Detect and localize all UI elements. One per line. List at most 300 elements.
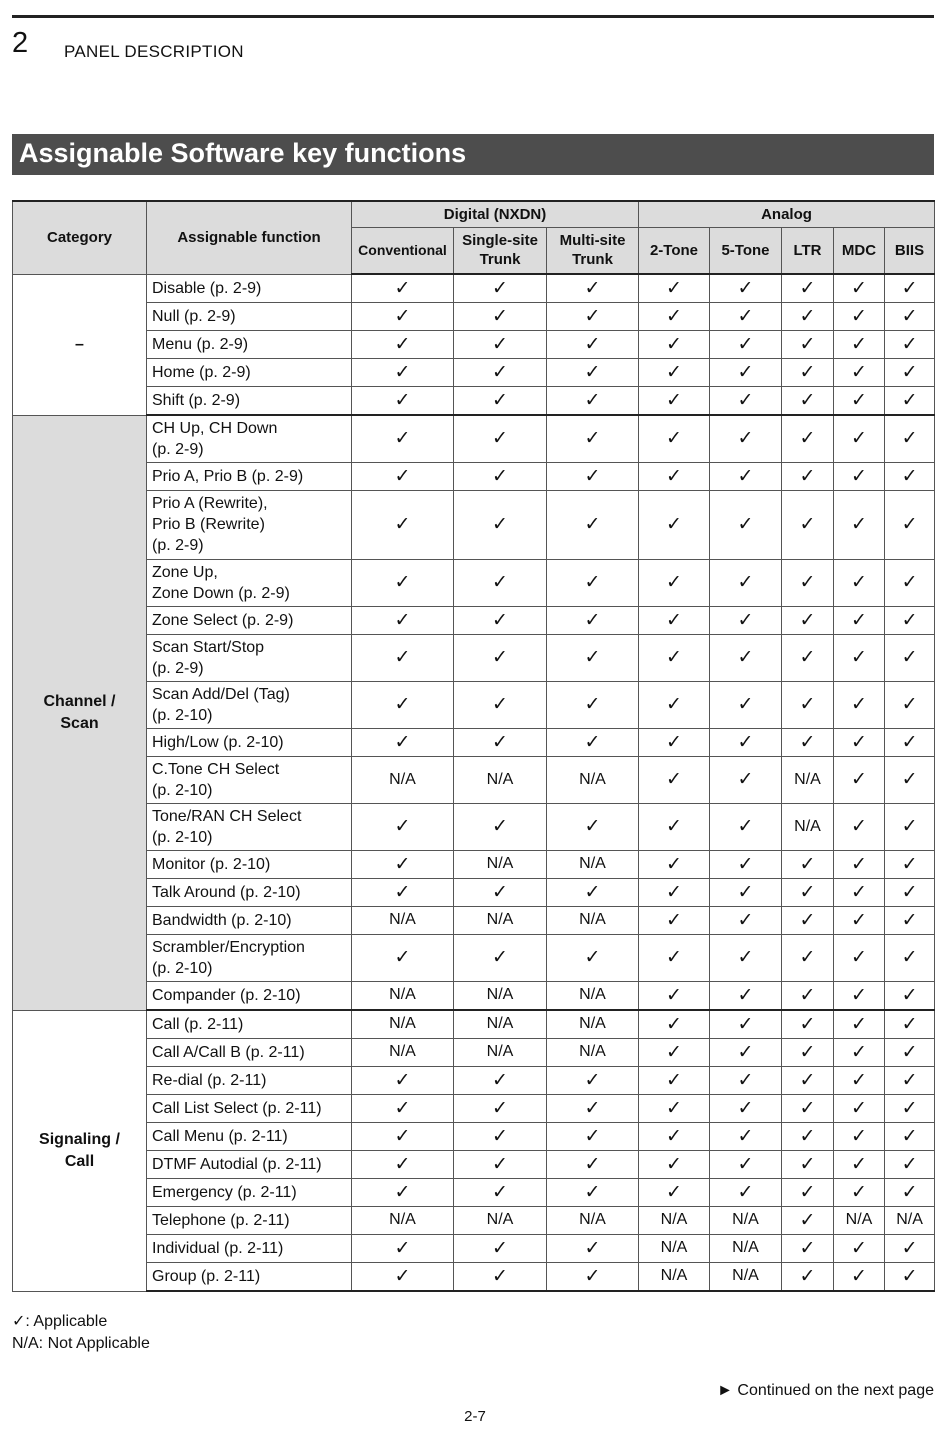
applicable-check: ✓ xyxy=(639,386,710,415)
table-row xyxy=(13,1066,935,1094)
applicable-check: ✓ xyxy=(710,330,782,358)
category-cell: Channel / Scan xyxy=(13,415,147,1010)
table-row xyxy=(13,1094,935,1122)
table-row xyxy=(13,681,935,728)
function-cell: Monitor (p. 2-10) xyxy=(147,850,352,878)
applicable-check: ✓ xyxy=(352,1066,454,1094)
applicable-check: ✓ xyxy=(834,330,885,358)
applicable-check: ✓ xyxy=(352,302,454,330)
function-cell: Call A/Call B (p. 2-11) xyxy=(147,1038,352,1066)
function-cell: Call Menu (p. 2-11) xyxy=(147,1122,352,1150)
applicable-check: ✓ xyxy=(782,1094,834,1122)
applicable-check: ✓ xyxy=(352,1094,454,1122)
applicable-check: ✓ xyxy=(885,906,935,934)
applicable-check: ✓ xyxy=(639,1150,710,1178)
applicable-check: ✓ xyxy=(710,1150,782,1178)
applicable-check: ✓ xyxy=(454,490,547,559)
applicable-check: ✓ xyxy=(710,878,782,906)
applicable-check: ✓ xyxy=(547,1122,639,1150)
table-row xyxy=(13,274,935,302)
function-cell: Zone Select (p. 2-9) xyxy=(147,606,352,634)
applicable-check: ✓ xyxy=(885,302,935,330)
applicable-check: ✓ xyxy=(834,728,885,756)
applicable-check: ✓ xyxy=(782,302,834,330)
function-cell: Home (p. 2-9) xyxy=(147,358,352,386)
applicable-check: ✓ xyxy=(454,606,547,634)
function-cell: Scan Start/Stop (p. 2-9) xyxy=(147,634,352,681)
category-cell: – xyxy=(13,274,147,415)
function-cell: Prio A (Rewrite), Prio B (Rewrite) (p. 2-9) xyxy=(147,490,352,559)
not-applicable-cell: N/A xyxy=(547,1010,639,1038)
not-applicable-cell: N/A xyxy=(454,906,547,934)
applicable-check: ✓ xyxy=(710,906,782,934)
applicable-check: ✓ xyxy=(782,728,834,756)
applicable-check: ✓ xyxy=(454,330,547,358)
not-applicable-cell: N/A xyxy=(710,1206,782,1234)
header-multi-site-trunk: Multi-site Trunk xyxy=(547,227,639,274)
applicable-check: ✓ xyxy=(454,302,547,330)
applicable-check: ✓ xyxy=(639,1010,710,1038)
applicable-check: ✓ xyxy=(710,728,782,756)
applicable-check: ✓ xyxy=(352,803,454,850)
applicable-check: ✓ xyxy=(885,274,935,302)
applicable-check: ✓ xyxy=(352,415,454,462)
applicable-check: ✓ xyxy=(782,1178,834,1206)
function-cell: Scan Add/Del (Tag) (p. 2-10) xyxy=(147,681,352,728)
applicable-check: ✓ xyxy=(454,878,547,906)
applicable-check: ✓ xyxy=(782,850,834,878)
applicable-check: ✓ xyxy=(547,1178,639,1206)
applicable-check: ✓ xyxy=(885,386,935,415)
function-cell: Shift (p. 2-9) xyxy=(147,386,352,415)
function-cell: Talk Around (p. 2-10) xyxy=(147,878,352,906)
applicable-check: ✓ xyxy=(639,1122,710,1150)
applicable-check: ✓ xyxy=(547,606,639,634)
applicable-check: ✓ xyxy=(782,274,834,302)
applicable-check: ✓ xyxy=(834,756,885,803)
applicable-check: ✓ xyxy=(454,803,547,850)
applicable-check: ✓ xyxy=(834,1150,885,1178)
applicable-check: ✓ xyxy=(639,1066,710,1094)
applicable-check: ✓ xyxy=(352,330,454,358)
applicable-check: ✓ xyxy=(639,756,710,803)
table-row xyxy=(13,803,935,850)
table-row xyxy=(13,1262,935,1291)
applicable-check: ✓ xyxy=(639,490,710,559)
applicable-check: ✓ xyxy=(710,681,782,728)
applicable-check: ✓ xyxy=(834,1178,885,1206)
not-applicable-cell: N/A xyxy=(454,756,547,803)
not-applicable-cell: N/A xyxy=(547,756,639,803)
function-cell: Group (p. 2-11) xyxy=(147,1262,352,1291)
applicable-check: ✓ xyxy=(834,1038,885,1066)
applicable-check: ✓ xyxy=(782,1122,834,1150)
applicable-check: ✓ xyxy=(454,728,547,756)
applicable-check: ✓ xyxy=(547,559,639,606)
applicable-check: ✓ xyxy=(352,850,454,878)
legend-applicable: ✓: Applicable xyxy=(12,1313,108,1330)
applicable-check: ✓ xyxy=(352,1178,454,1206)
applicable-check: ✓ xyxy=(885,1094,935,1122)
applicable-check: ✓ xyxy=(352,728,454,756)
function-cell: C.Tone CH Select (p. 2-10) xyxy=(147,756,352,803)
applicable-check: ✓ xyxy=(639,1178,710,1206)
applicable-check: ✓ xyxy=(454,274,547,302)
applicable-check: ✓ xyxy=(782,906,834,934)
applicable-check: ✓ xyxy=(454,1178,547,1206)
applicable-check: ✓ xyxy=(834,1262,885,1291)
not-applicable-cell: N/A xyxy=(454,1206,547,1234)
not-applicable-cell: N/A xyxy=(547,1038,639,1066)
function-cell: Zone Up, Zone Down (p. 2-9) xyxy=(147,559,352,606)
applicable-check: ✓ xyxy=(352,559,454,606)
applicable-check: ✓ xyxy=(885,462,935,490)
table-row xyxy=(13,756,935,803)
applicable-check: ✓ xyxy=(639,681,710,728)
applicable-check: ✓ xyxy=(885,606,935,634)
applicable-check: ✓ xyxy=(710,1010,782,1038)
not-applicable-cell: N/A xyxy=(547,981,639,1010)
applicable-check: ✓ xyxy=(639,906,710,934)
applicable-check: ✓ xyxy=(834,606,885,634)
applicable-check: ✓ xyxy=(639,981,710,1010)
table-row xyxy=(13,906,935,934)
applicable-check: ✓ xyxy=(547,681,639,728)
applicable-check: ✓ xyxy=(639,274,710,302)
applicable-check: ✓ xyxy=(885,681,935,728)
applicable-check: ✓ xyxy=(639,358,710,386)
applicable-check: ✓ xyxy=(352,606,454,634)
table-row xyxy=(13,728,935,756)
not-applicable-cell: N/A xyxy=(639,1262,710,1291)
functions-table xyxy=(12,200,935,1292)
applicable-check: ✓ xyxy=(885,756,935,803)
applicable-check: ✓ xyxy=(547,386,639,415)
applicable-check: ✓ xyxy=(782,415,834,462)
applicable-check: ✓ xyxy=(352,1262,454,1291)
applicable-check: ✓ xyxy=(885,1234,935,1262)
applicable-check: ✓ xyxy=(885,415,935,462)
not-applicable-cell: N/A xyxy=(352,981,454,1010)
applicable-check: ✓ xyxy=(710,462,782,490)
applicable-check: ✓ xyxy=(352,681,454,728)
applicable-check: ✓ xyxy=(639,559,710,606)
applicable-check: ✓ xyxy=(710,1122,782,1150)
applicable-check: ✓ xyxy=(639,606,710,634)
header-biis: BIIS xyxy=(885,227,935,274)
applicable-check: ✓ xyxy=(782,1038,834,1066)
applicable-check: ✓ xyxy=(454,1150,547,1178)
function-cell: Telephone (p. 2-11) xyxy=(147,1206,352,1234)
applicable-check: ✓ xyxy=(782,1066,834,1094)
applicable-check: ✓ xyxy=(710,1094,782,1122)
applicable-check: ✓ xyxy=(352,1234,454,1262)
applicable-check: ✓ xyxy=(710,934,782,981)
not-applicable-cell: N/A xyxy=(710,1234,782,1262)
applicable-check: ✓ xyxy=(834,302,885,330)
applicable-check: ✓ xyxy=(547,1066,639,1094)
table-row xyxy=(13,559,935,606)
header-digital-group: Digital (NXDN) xyxy=(352,201,639,227)
applicable-check: ✓ xyxy=(885,1178,935,1206)
applicable-check: ✓ xyxy=(885,490,935,559)
function-cell: Tone/RAN CH Select (p. 2-10) xyxy=(147,803,352,850)
applicable-check: ✓ xyxy=(710,634,782,681)
applicable-check: ✓ xyxy=(547,634,639,681)
table-row xyxy=(13,850,935,878)
applicable-check: ✓ xyxy=(547,803,639,850)
applicable-check: ✓ xyxy=(885,981,935,1010)
function-cell: Disable (p. 2-9) xyxy=(147,274,352,302)
applicable-check: ✓ xyxy=(547,462,639,490)
applicable-check: ✓ xyxy=(454,462,547,490)
applicable-check: ✓ xyxy=(454,1066,547,1094)
chapter-number: 2 xyxy=(12,27,29,59)
applicable-check: ✓ xyxy=(710,358,782,386)
applicable-check: ✓ xyxy=(547,274,639,302)
header-function: Assignable function xyxy=(147,201,352,274)
header-5-tone: 5-Tone xyxy=(710,227,782,274)
function-cell: Individual (p. 2-11) xyxy=(147,1234,352,1262)
applicable-check: ✓ xyxy=(547,415,639,462)
applicable-check: ✓ xyxy=(352,1122,454,1150)
applicable-check: ✓ xyxy=(547,330,639,358)
continued-note: ► Continued on the next page xyxy=(717,1382,934,1399)
applicable-check: ✓ xyxy=(834,1094,885,1122)
applicable-check: ✓ xyxy=(885,850,935,878)
applicable-check: ✓ xyxy=(834,386,885,415)
applicable-check: ✓ xyxy=(782,1206,834,1234)
not-applicable-cell: N/A xyxy=(547,906,639,934)
applicable-check: ✓ xyxy=(782,981,834,1010)
function-cell: Menu (p. 2-9) xyxy=(147,330,352,358)
applicable-check: ✓ xyxy=(782,606,834,634)
table-row xyxy=(13,934,935,981)
function-cell: Prio A, Prio B (p. 2-9) xyxy=(147,462,352,490)
applicable-check: ✓ xyxy=(782,934,834,981)
applicable-check: ✓ xyxy=(782,462,834,490)
applicable-check: ✓ xyxy=(547,1262,639,1291)
applicable-check: ✓ xyxy=(454,386,547,415)
header-conventional: Conventional xyxy=(352,227,454,274)
applicable-check: ✓ xyxy=(639,803,710,850)
table-row xyxy=(13,981,935,1010)
applicable-check: ✓ xyxy=(547,1234,639,1262)
table-row xyxy=(13,1038,935,1066)
applicable-check: ✓ xyxy=(639,1038,710,1066)
not-applicable-cell: N/A xyxy=(454,1038,547,1066)
table-row xyxy=(13,330,935,358)
not-applicable-cell: N/A xyxy=(352,756,454,803)
header-ltr: LTR xyxy=(782,227,834,274)
applicable-check: ✓ xyxy=(834,1010,885,1038)
applicable-check: ✓ xyxy=(352,490,454,559)
function-cell: CH Up, CH Down (p. 2-9) xyxy=(147,415,352,462)
not-applicable-cell: N/A xyxy=(352,1206,454,1234)
not-applicable-cell: N/A xyxy=(454,981,547,1010)
legend-not-applicable: N/A: Not Applicable xyxy=(12,1335,150,1352)
not-applicable-cell: N/A xyxy=(547,1206,639,1234)
header-mdc: MDC xyxy=(834,227,885,274)
function-cell: Emergency (p. 2-11) xyxy=(147,1178,352,1206)
applicable-check: ✓ xyxy=(782,1150,834,1178)
applicable-check: ✓ xyxy=(885,1010,935,1038)
header-2-tone: 2-Tone xyxy=(639,227,710,274)
function-cell: Null (p. 2-9) xyxy=(147,302,352,330)
table-row xyxy=(13,1234,935,1262)
header-single-site-trunk: Single-site Trunk xyxy=(454,227,547,274)
not-applicable-cell: N/A xyxy=(547,850,639,878)
applicable-check: ✓ xyxy=(352,934,454,981)
table-row xyxy=(13,1150,935,1178)
applicable-check: ✓ xyxy=(454,1234,547,1262)
applicable-check: ✓ xyxy=(454,934,547,981)
applicable-check: ✓ xyxy=(454,1094,547,1122)
applicable-check: ✓ xyxy=(547,1150,639,1178)
applicable-check: ✓ xyxy=(834,274,885,302)
function-cell: Re-dial (p. 2-11) xyxy=(147,1066,352,1094)
applicable-check: ✓ xyxy=(547,302,639,330)
applicable-check: ✓ xyxy=(885,358,935,386)
applicable-check: ✓ xyxy=(639,462,710,490)
table-row xyxy=(13,386,935,415)
header-analog-group: Analog xyxy=(639,201,935,227)
applicable-check: ✓ xyxy=(352,386,454,415)
applicable-check: ✓ xyxy=(454,1262,547,1291)
applicable-check: ✓ xyxy=(782,358,834,386)
applicable-check: ✓ xyxy=(834,906,885,934)
applicable-check: ✓ xyxy=(834,415,885,462)
applicable-check: ✓ xyxy=(782,681,834,728)
applicable-check: ✓ xyxy=(352,1150,454,1178)
table-row xyxy=(13,415,935,462)
page-number: 2-7 xyxy=(464,1408,486,1425)
applicable-check: ✓ xyxy=(639,302,710,330)
applicable-check: ✓ xyxy=(454,358,547,386)
applicable-check: ✓ xyxy=(710,756,782,803)
not-applicable-cell: N/A xyxy=(782,756,834,803)
applicable-check: ✓ xyxy=(782,1234,834,1262)
table-body xyxy=(13,274,935,1291)
applicable-check: ✓ xyxy=(885,559,935,606)
applicable-check: ✓ xyxy=(834,462,885,490)
applicable-check: ✓ xyxy=(710,559,782,606)
applicable-check: ✓ xyxy=(885,1150,935,1178)
function-cell: Call (p. 2-11) xyxy=(147,1010,352,1038)
applicable-check: ✓ xyxy=(352,274,454,302)
applicable-check: ✓ xyxy=(782,1010,834,1038)
table-row xyxy=(13,1206,935,1234)
table-row xyxy=(13,462,935,490)
applicable-check: ✓ xyxy=(885,1038,935,1066)
applicable-check: ✓ xyxy=(782,559,834,606)
applicable-check: ✓ xyxy=(710,274,782,302)
applicable-check: ✓ xyxy=(885,728,935,756)
applicable-check: ✓ xyxy=(834,490,885,559)
applicable-check: ✓ xyxy=(885,878,935,906)
not-applicable-cell: N/A xyxy=(639,1206,710,1234)
applicable-check: ✓ xyxy=(639,934,710,981)
applicable-check: ✓ xyxy=(710,1038,782,1066)
applicable-check: ✓ xyxy=(639,878,710,906)
applicable-check: ✓ xyxy=(885,803,935,850)
applicable-check: ✓ xyxy=(352,462,454,490)
applicable-check: ✓ xyxy=(454,681,547,728)
table-row xyxy=(13,302,935,330)
applicable-check: ✓ xyxy=(834,634,885,681)
applicable-check: ✓ xyxy=(454,1122,547,1150)
applicable-check: ✓ xyxy=(834,850,885,878)
not-applicable-cell: N/A xyxy=(352,1038,454,1066)
applicable-check: ✓ xyxy=(834,559,885,606)
applicable-check: ✓ xyxy=(639,634,710,681)
applicable-check: ✓ xyxy=(710,1066,782,1094)
not-applicable-cell: N/A xyxy=(782,803,834,850)
header-category: Category xyxy=(13,201,147,274)
function-cell: Call List Select (p. 2-11) xyxy=(147,1094,352,1122)
applicable-check: ✓ xyxy=(454,634,547,681)
applicable-check: ✓ xyxy=(547,1094,639,1122)
section-title: Assignable Software key functions xyxy=(12,134,934,175)
applicable-check: ✓ xyxy=(834,934,885,981)
function-cell: Compander (p. 2-10) xyxy=(147,981,352,1010)
applicable-check: ✓ xyxy=(834,1122,885,1150)
applicable-check: ✓ xyxy=(710,606,782,634)
top-rule xyxy=(12,15,934,18)
applicable-check: ✓ xyxy=(834,981,885,1010)
applicable-check: ✓ xyxy=(710,981,782,1010)
table-row xyxy=(13,1178,935,1206)
chapter-title: PANEL DESCRIPTION xyxy=(64,42,244,61)
applicable-check: ✓ xyxy=(885,934,935,981)
applicable-check: ✓ xyxy=(834,803,885,850)
applicable-check: ✓ xyxy=(782,330,834,358)
not-applicable-cell: N/A xyxy=(454,850,547,878)
applicable-check: ✓ xyxy=(782,878,834,906)
applicable-check: ✓ xyxy=(710,1178,782,1206)
applicable-check: ✓ xyxy=(547,490,639,559)
applicable-check: ✓ xyxy=(639,1094,710,1122)
table-row xyxy=(13,606,935,634)
not-applicable-cell: N/A xyxy=(639,1234,710,1262)
applicable-check: ✓ xyxy=(639,850,710,878)
applicable-check: ✓ xyxy=(547,728,639,756)
applicable-check: ✓ xyxy=(454,415,547,462)
applicable-check: ✓ xyxy=(547,878,639,906)
applicable-check: ✓ xyxy=(639,415,710,462)
applicable-check: ✓ xyxy=(885,1262,935,1291)
applicable-check: ✓ xyxy=(547,934,639,981)
applicable-check: ✓ xyxy=(834,1234,885,1262)
not-applicable-cell: N/A xyxy=(454,1010,547,1038)
function-cell: DTMF Autodial (p. 2-11) xyxy=(147,1150,352,1178)
applicable-check: ✓ xyxy=(547,358,639,386)
category-cell: Signaling / Call xyxy=(13,1010,147,1291)
applicable-check: ✓ xyxy=(639,728,710,756)
applicable-check: ✓ xyxy=(885,634,935,681)
not-applicable-cell: N/A xyxy=(710,1262,782,1291)
applicable-check: ✓ xyxy=(885,330,935,358)
applicable-check: ✓ xyxy=(834,358,885,386)
table-row xyxy=(13,490,935,559)
legend xyxy=(12,1311,150,1355)
function-cell: Scrambler/Encryption (p. 2-10) xyxy=(147,934,352,981)
not-applicable-cell: N/A xyxy=(834,1206,885,1234)
applicable-check: ✓ xyxy=(782,386,834,415)
function-cell: Bandwidth (p. 2-10) xyxy=(147,906,352,934)
applicable-check: ✓ xyxy=(885,1066,935,1094)
applicable-check: ✓ xyxy=(352,878,454,906)
